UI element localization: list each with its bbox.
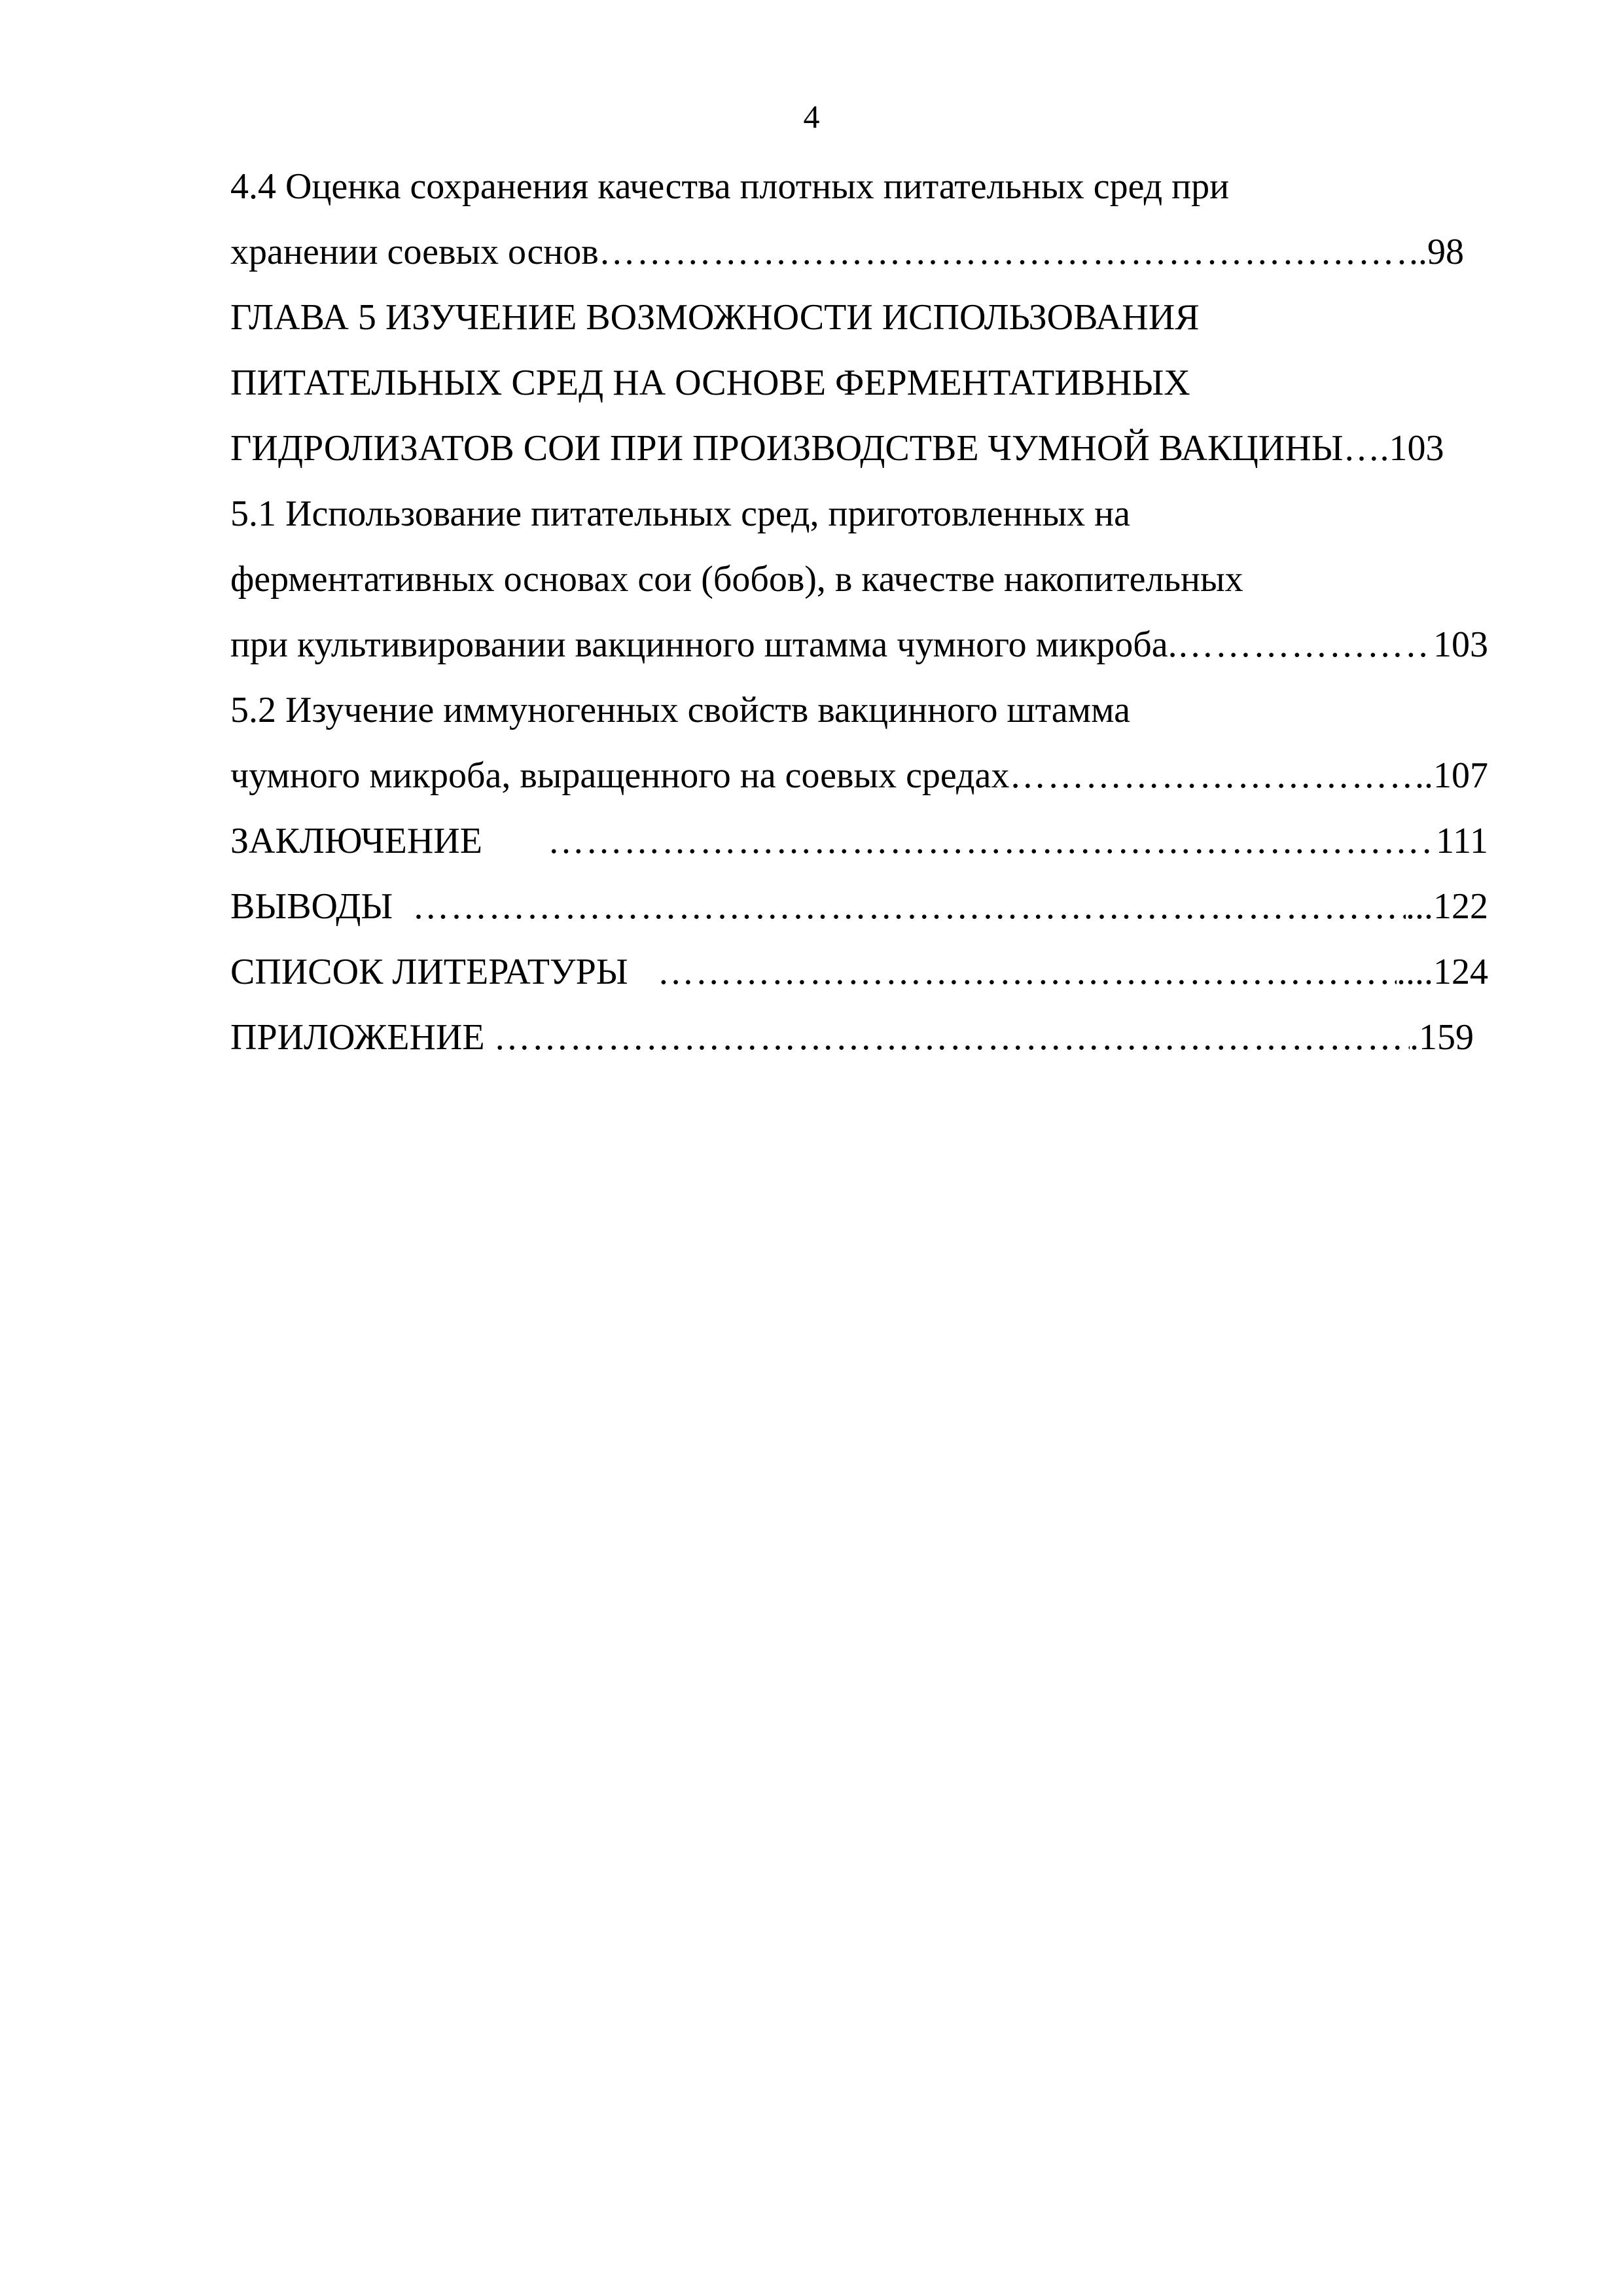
toc-entry-5-1-title-cont: ферментативных основах сои (бобов), в качестве накопительных — [230, 559, 1243, 600]
toc-entry-4-4 — [230, 219, 1464, 285]
toc-entry-5-1-title: 5.1 Использование питательных сред, приготовленных на — [230, 493, 1130, 534]
toc-references-title: СПИСОК ЛИТЕРАТУРЫ — [230, 952, 628, 992]
toc-entry-appendix — [230, 1005, 1474, 1070]
toc-leader-dots — [1177, 612, 1433, 677]
toc-appendix-title: ПРИЛОЖЕНИЕ — [230, 1017, 485, 1058]
toc-page-number: ….103 — [1343, 428, 1444, 469]
toc-line — [230, 677, 1492, 743]
toc-page-number: ....124 — [1397, 952, 1488, 992]
toc-line — [230, 154, 1492, 219]
toc-page-number: .159 — [1410, 1017, 1474, 1058]
page-number: 4 — [803, 98, 820, 135]
toc-page-number: 111 — [1436, 821, 1488, 861]
toc-page-number: ..98 — [1409, 232, 1464, 272]
toc-entry-findings — [230, 874, 1488, 939]
toc-page-number: ...122 — [1406, 886, 1488, 927]
table-of-contents — [230, 154, 1492, 1070]
toc-chapter-5 — [230, 416, 1492, 481]
toc-page-number: ..107 — [1415, 755, 1488, 796]
toc-leader-dots — [599, 219, 1409, 285]
toc-entry-5-2-title-cont: чумного микроба, выращенного на соевых средах — [230, 755, 1010, 796]
toc-entry-5-2 — [230, 743, 1488, 808]
toc-entry-4-4-title: 4.4 Оценка сохранения качества плотных питательных сред при — [230, 166, 1230, 207]
toc-line — [230, 481, 1492, 547]
toc-findings-title: ВЫВОДЫ — [230, 886, 393, 927]
toc-leader-dots — [548, 808, 1436, 874]
toc-leader-dots — [412, 874, 1406, 939]
toc-chapter-5-title: ГЛАВА 5 ИЗУЧЕНИЕ ВОЗМОЖНОСТИ ИСПОЛЬЗОВАНИЯ — [230, 297, 1200, 338]
toc-entry-references — [230, 939, 1488, 1005]
toc-chapter-5-title-end: ГИДРОЛИЗАТОВ СОИ ПРИ ПРОИЗВОДСТВЕ ЧУМНОЙ ВАКЦИНЫ — [230, 428, 1344, 469]
toc-page-number: 103 — [1433, 624, 1488, 665]
toc-chapter-5-title-cont: ПИТАТЕЛЬНЫХ СРЕД НА ОСНОВЕ ФЕРМЕНТАТИВНЫХ — [230, 363, 1190, 403]
toc-leader-dots — [658, 939, 1397, 1005]
toc-entry-conclusion — [230, 808, 1488, 874]
toc-conclusion-title: ЗАКЛЮЧЕНИЕ — [230, 821, 482, 861]
toc-line — [230, 350, 1492, 416]
toc-line — [230, 547, 1492, 612]
toc-line — [230, 285, 1492, 350]
toc-leader-dots — [1009, 743, 1415, 808]
toc-entry-5-1-title-end: при культивировании вакцинного штамма чумного микроба. — [230, 624, 1177, 665]
toc-entry-4-4-title-cont: хранении соевых основ — [230, 232, 599, 272]
toc-entry-5-2-title: 5.2 Изучение иммуногенных свойств вакцинного штамма — [230, 690, 1131, 730]
toc-entry-5-1 — [230, 612, 1488, 677]
toc-leader-dots — [494, 1005, 1410, 1070]
